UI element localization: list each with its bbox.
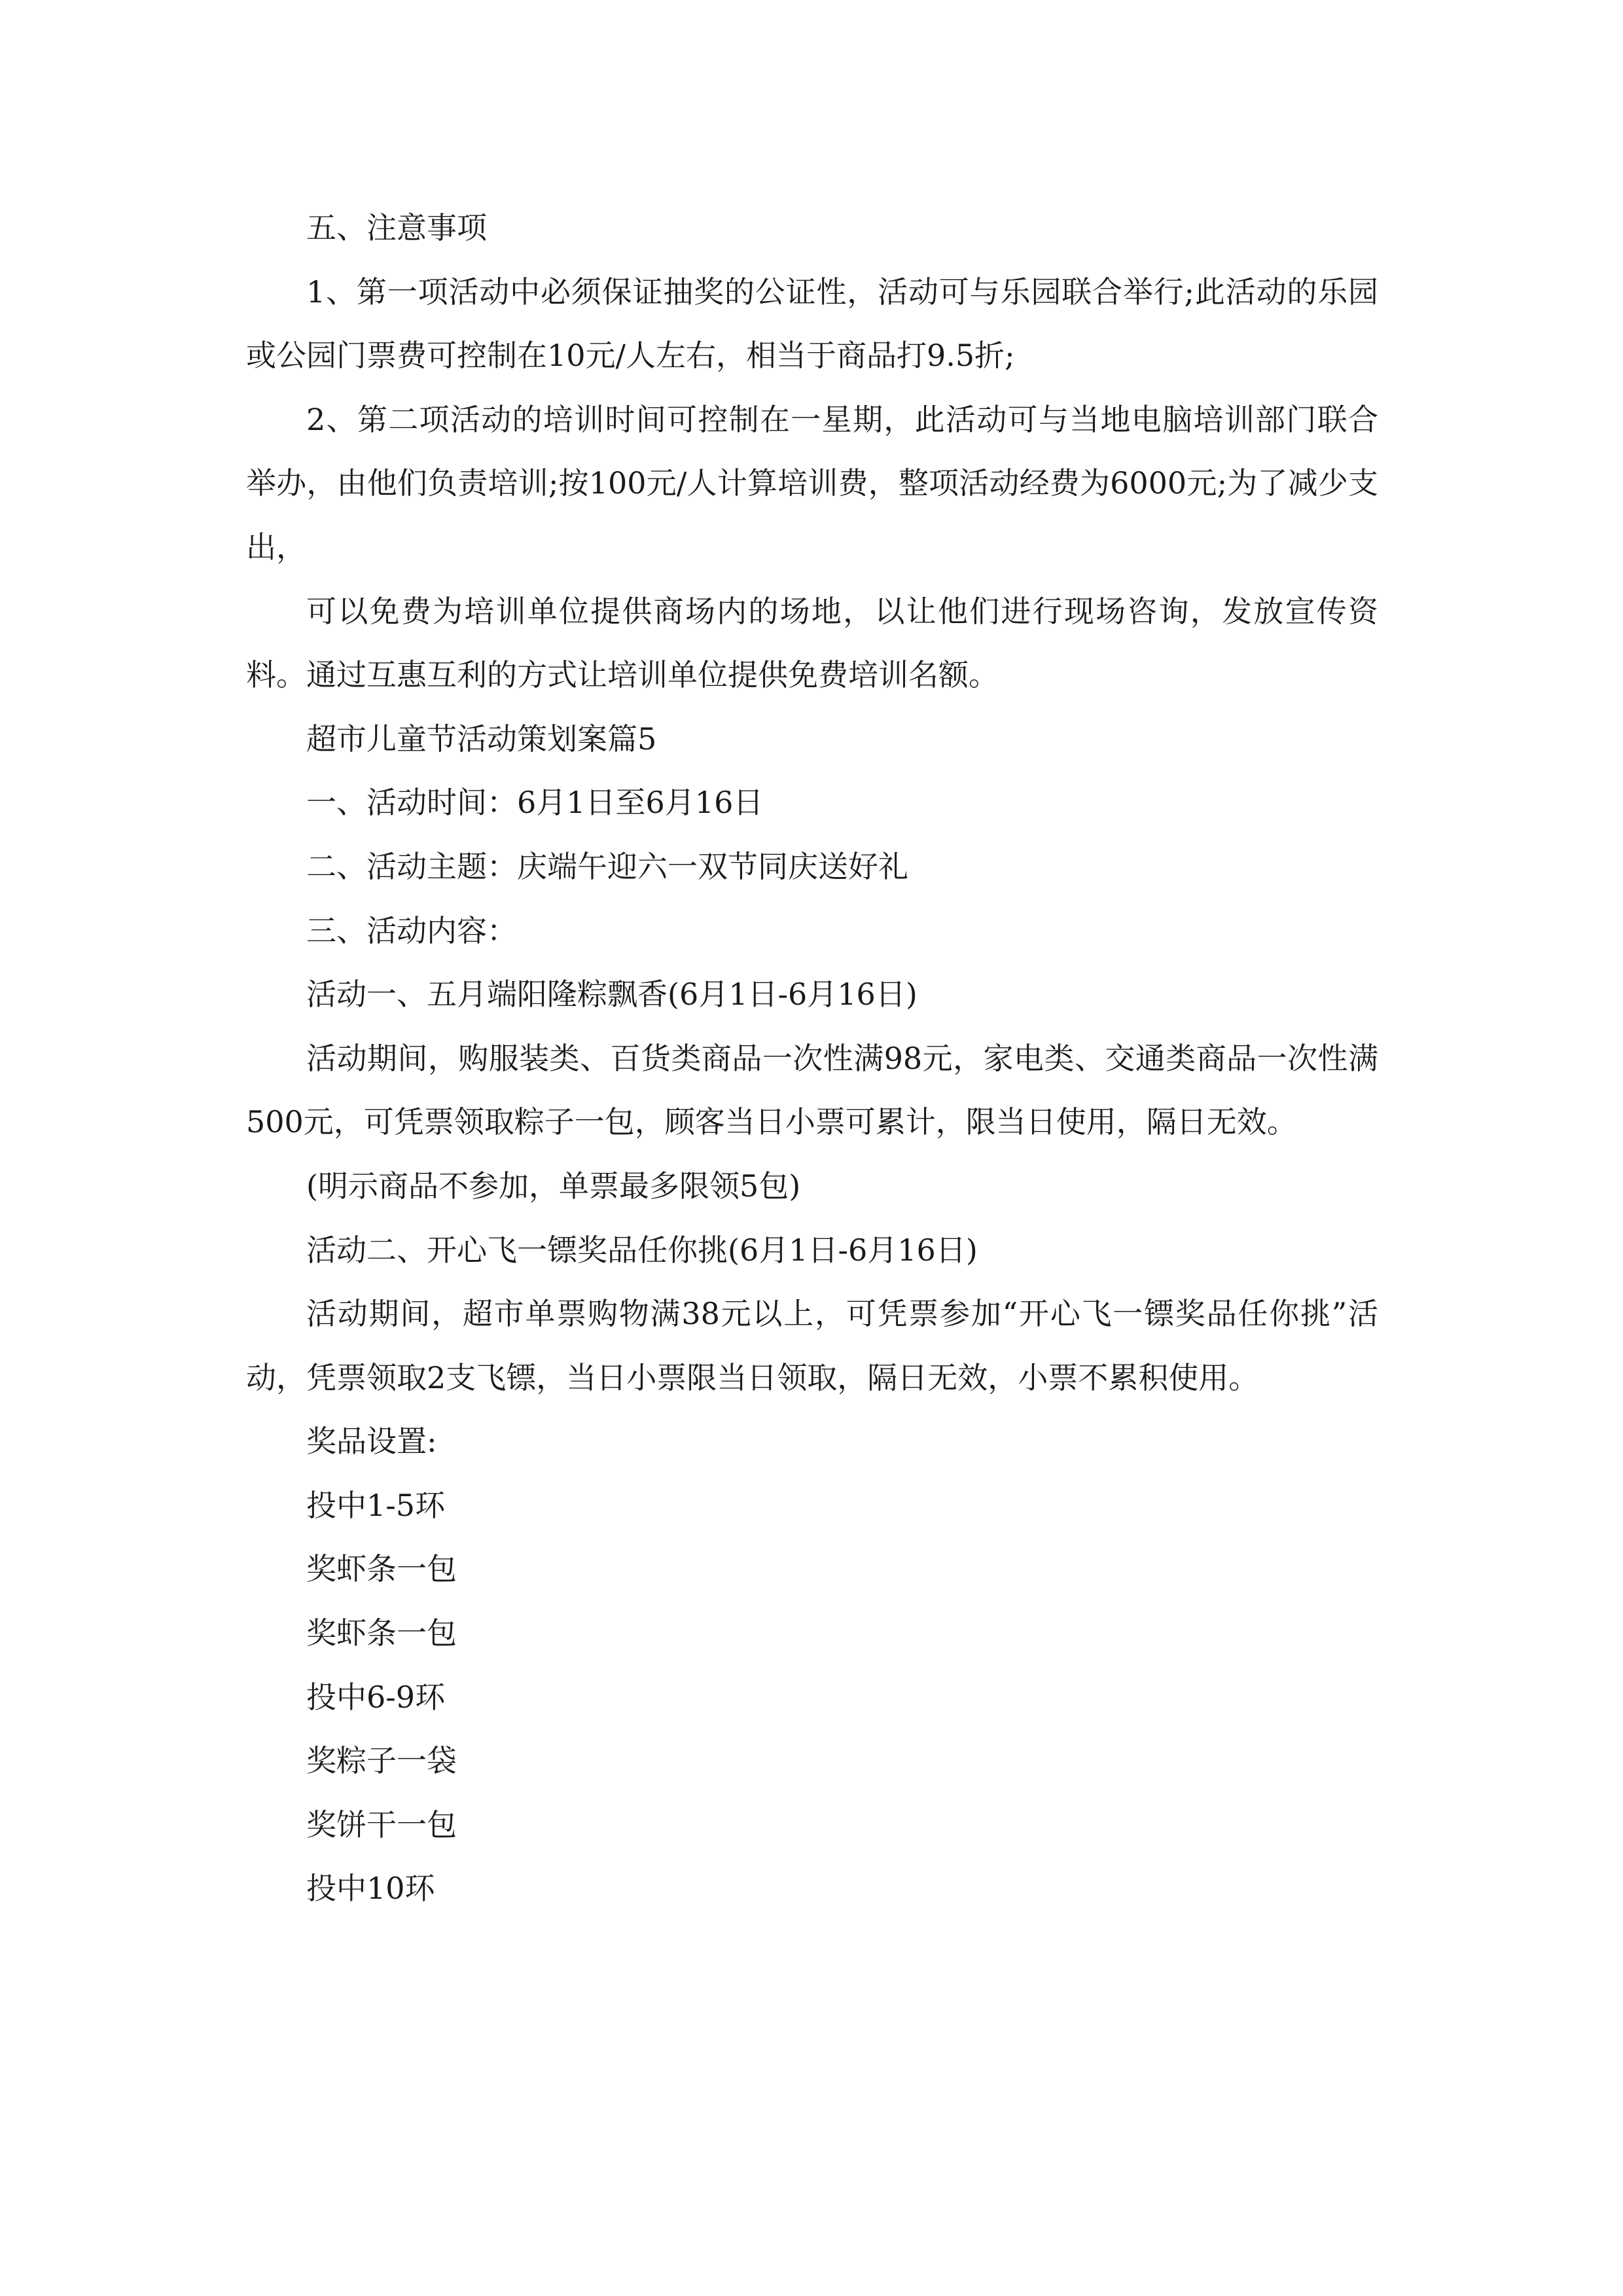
- prize-line: 投中6-9环: [306, 1679, 446, 1715]
- document-body: [246, 196, 1378, 1921]
- paragraph: 可以免费为培训单位提供商场内的场地，以让他们进行现场咨询，发放宣传资料。通过互惠互利的方式让培训单位提供免费培训名额。: [246, 593, 1378, 693]
- activity-heading: 活动二、开心飞一镖奖品任你挑(6月1日-6月16日): [306, 1232, 978, 1268]
- prize-heading: 奖品设置:: [306, 1424, 437, 1460]
- prize-line: 奖饼干一包: [306, 1806, 457, 1842]
- paragraph: 一、活动时间：6月1日至6月16日: [306, 785, 764, 821]
- prize-line: 奖粽子一袋: [306, 1743, 457, 1779]
- prize-line: 投中10环: [306, 1871, 435, 1907]
- paragraph: 活动期间，购服装类、百货类商品一次性满98元，家电类、交通类商品一次性满500元，可凭票领取粽子一包，顾客当日小票可累计，限当日使用，隔日无效。: [246, 1040, 1378, 1140]
- paragraph: (明示商品不参加，单票最多限领5包): [306, 1168, 801, 1204]
- activity-heading: 活动一、五月端阳隆粽飘香(6月1日-6月16日): [306, 977, 918, 1013]
- paragraph: 2、第二项活动的培训时间可控制在一星期，此活动可与当地电脑培训部门联合举办，由他们负责培训;按100元/人计算培训费，整项活动经费为6000元;为了减少支出，: [246, 401, 1378, 565]
- paragraph: 二、活动主题：庆端午迎六一双节同庆送好礼: [306, 848, 908, 884]
- paragraph: 活动期间，超市单票购物满38元以上，可凭票参加“开心飞一镖奖品任你挑”活动，凭票领取2支飞镖，当日小票限当日领取，隔日无效，小票不累积使用。: [246, 1296, 1378, 1395]
- plan-title: 超市儿童节活动策划案篇5: [306, 721, 657, 757]
- paragraph: 1、第一项活动中必须保证抽奖的公证性，活动可与乐园联合举行;此活动的乐园或公园门票费可控制在10元/人左右，相当于商品打9.5折;: [246, 274, 1378, 374]
- prize-line: 投中1-5环: [306, 1487, 446, 1523]
- prize-line: 奖虾条一包: [306, 1551, 457, 1587]
- prize-line: 奖虾条一包: [306, 1615, 457, 1651]
- section-heading-notes: 五、注意事项: [306, 210, 487, 245]
- section-heading-content: 三、活动内容：: [306, 912, 517, 948]
